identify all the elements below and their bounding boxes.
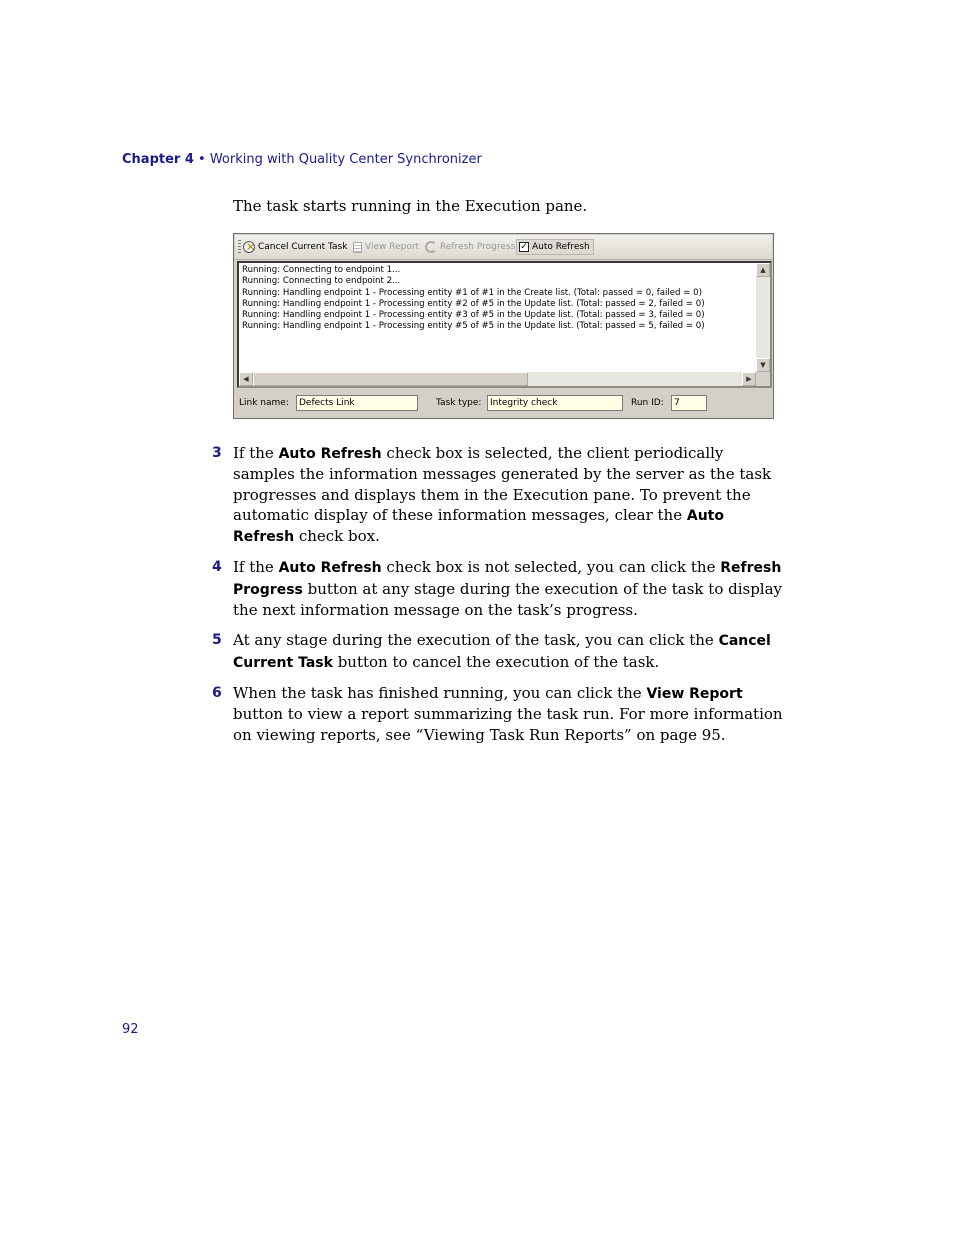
scroll-right-icon[interactable]: ▶ xyxy=(742,372,756,386)
step-number: 3 xyxy=(212,445,222,461)
log-line: Running: Connecting to endpoint 1... xyxy=(242,265,401,275)
link-name-label: Link name: xyxy=(239,398,289,408)
step-text: When the task has finished running, you can click the xyxy=(233,683,647,702)
auto-refresh-checkbox[interactable]: ✓ xyxy=(520,242,528,252)
cancel-icon xyxy=(243,241,255,253)
refresh-progress-label: Refresh Progress xyxy=(440,242,516,252)
cancel-current-task-label: Cancel Current Task xyxy=(258,242,348,252)
task-type-field[interactable]: Integrity check xyxy=(487,395,623,411)
horizontal-scroll-thumb[interactable] xyxy=(253,372,528,386)
step-text: check box is selected, the client periodically samples the information messages generated by the server as the task progresses and displays them in the Execution pane. To prevent the automatic display of these information messages, clear the xyxy=(233,444,772,524)
step-4 xyxy=(212,557,787,620)
page-number: 92 xyxy=(122,1022,139,1037)
view-report-label: View Report xyxy=(365,242,420,252)
log-lines xyxy=(242,265,752,333)
step-text: button at any stage during the execution of the task to display the next information message on the task’s progress. xyxy=(233,579,783,620)
step-number: 4 xyxy=(212,559,222,576)
ui-term: Auto Refresh xyxy=(278,446,382,462)
step-text: At any stage during the execution of the task, you can click the xyxy=(233,631,719,650)
execution-toolbar xyxy=(235,235,772,260)
task-info-fields xyxy=(234,392,773,414)
report-icon xyxy=(353,242,362,253)
execution-pane-screenshot xyxy=(233,233,774,419)
log-line: Running: Handling endpoint 1 - Processing entity #1 of #1 in the Create list. (Total: passed = 0, failed = 0) xyxy=(242,287,702,298)
step-text: check box. xyxy=(294,527,380,546)
step-number: 6 xyxy=(212,684,222,701)
step-text: If the xyxy=(233,558,279,577)
step-3 xyxy=(212,443,787,547)
execution-log[interactable] xyxy=(237,261,772,388)
step-5 xyxy=(212,630,787,673)
step-6 xyxy=(212,683,787,745)
task-type-label: Task type: xyxy=(436,398,482,408)
procedure-steps xyxy=(212,443,787,755)
log-line: Running: Handling endpoint 1 - Processing entity #2 of #5 in the Update list. (Total: passed = 2, failed = 0) xyxy=(242,298,705,309)
cancel-current-task-button[interactable] xyxy=(243,239,347,255)
chapter-label: Chapter 4 xyxy=(122,152,194,167)
vertical-scrollbar[interactable] xyxy=(756,263,770,372)
header-bullet: • xyxy=(198,152,206,167)
step-text: check box is not selected, you can click the xyxy=(381,558,721,577)
step-text: If the xyxy=(233,444,279,462)
run-id-field[interactable]: 7 xyxy=(671,395,707,411)
intro-paragraph: The task starts running in the Execution pane. xyxy=(233,197,588,215)
scroll-left-icon[interactable]: ◀ xyxy=(239,372,253,386)
link-name-field[interactable]: Defects Link xyxy=(296,395,418,411)
horizontal-scrollbar[interactable] xyxy=(239,372,756,386)
ui-term: Auto Refresh xyxy=(233,507,724,546)
scroll-up-icon[interactable]: ▲ xyxy=(756,263,770,277)
log-line: Running: Handling endpoint 1 - Processing entity #5 of #5 in the Update list. (Total: passed = 5, failed = 0) xyxy=(242,321,705,332)
scroll-down-icon[interactable]: ▼ xyxy=(756,358,770,372)
chapter-title: Working with Quality Center Synchronizer xyxy=(209,152,482,167)
step-number: 5 xyxy=(212,632,222,649)
toolbar-grip[interactable] xyxy=(238,240,241,254)
run-id-label: Run ID: xyxy=(631,398,664,408)
step-text: button to view a report summarizing the task run. For more information on viewing reports, see “Viewing Task Run Reports” on page 95. xyxy=(233,705,783,744)
auto-refresh-toggle[interactable] xyxy=(516,239,594,255)
ui-term: View Report xyxy=(646,685,743,702)
log-line: Running: Handling endpoint 1 - Processing entity #3 of #5 in the Update list. (Total: passed = 3, failed = 0) xyxy=(242,310,705,321)
view-report-button[interactable] xyxy=(353,239,419,255)
ui-term: Auto Refresh xyxy=(278,560,382,577)
step-text: button to cancel the execution of the task. xyxy=(332,652,660,671)
running-header xyxy=(122,152,482,167)
refresh-progress-button[interactable] xyxy=(425,239,515,255)
scroll-corner xyxy=(756,372,770,386)
ui-term: Cancel Current Task xyxy=(233,633,771,671)
log-line: Running: Connecting to endpoint 2... xyxy=(242,276,401,287)
ui-term: Refresh Progress xyxy=(233,560,782,598)
auto-refresh-label: Auto Refresh xyxy=(532,242,590,252)
refresh-icon xyxy=(425,241,437,253)
